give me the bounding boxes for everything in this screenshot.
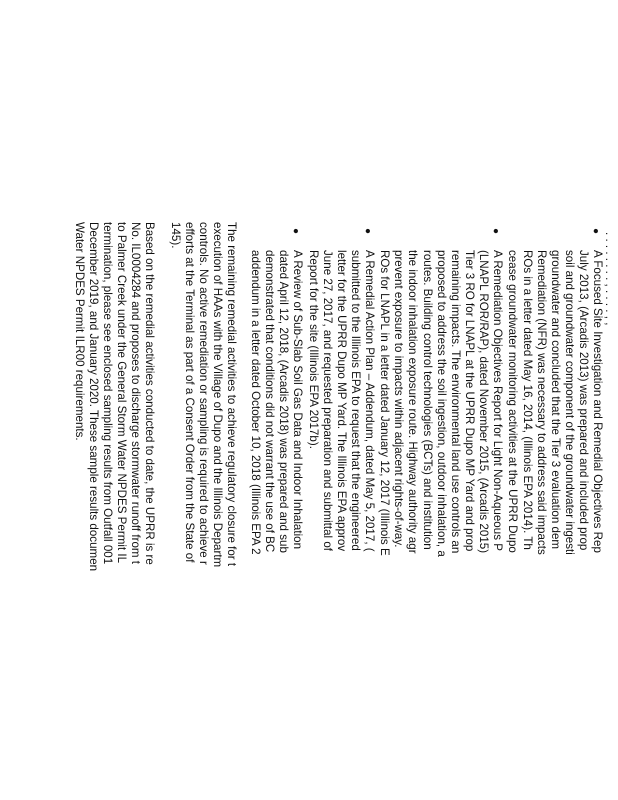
- text-line: Based on the remedial activities conducted to date, the UPRR is re: [143, 222, 156, 565]
- top-fragment-line: [602, 232, 616, 325]
- text-line: dated April 12, 2018, (Arcadis 2018) was prepared and sub: [276, 250, 290, 553]
- text-line: June 27, 2017, and requested preparation and submittal of: [320, 250, 334, 552]
- text-line: . . . . . . . . , . . . . , ,: [603, 232, 616, 326]
- bullet-dot-icon: ●: [490, 228, 501, 235]
- text-line: The remaining remedial activities to achieve regulatory closure for t: [225, 222, 238, 567]
- text-line: prevent exposure to impacts within adjacent rights-of-way.: [392, 250, 406, 548]
- text-line: July 2013, (Arcadis 2013) was prepared and included prop: [576, 250, 590, 551]
- text-line: Report for the site (Illinois EPA 2017b).: [306, 250, 320, 449]
- text-line: efforts at the Terminal as part of a Consent Order from the State of: [182, 222, 196, 563]
- text-line: cease groundwater monitoring activities at the UPRR Dupo: [506, 250, 520, 553]
- bullet-item-sub-slab-soil-gas-review: [248, 250, 304, 555]
- paragraph-npdes-permit-termination: [71, 222, 156, 571]
- text-line: letter for the UPRR Dupo MP Yard. The Illinois EPA approv: [334, 250, 348, 552]
- text-line: execution of HAAs with the Village of Dupo and the Illinois Departm: [210, 222, 224, 568]
- bullet-item-remedial-action-plan-addendum: [306, 250, 376, 552]
- text-line: A Review of Sub-Slab Soil Gas Data and Indoor Inhalation: [291, 250, 304, 550]
- text-line: addendum in a letter dated October 10, 2018 (Illinois EPA 2: [248, 250, 262, 555]
- text-line: the indoor inhalation exposure route. Highway authority agr: [406, 250, 420, 554]
- text-line: Remediation (NFR) was necessary to address said impacts: [534, 250, 548, 555]
- text-line: soil and groundwater component of the groundwater ingesti: [562, 250, 576, 555]
- text-line: 145).: [168, 222, 182, 249]
- bullet-item-focused-site-investigation: [505, 250, 604, 555]
- text-line: ROs for LNAPL in a letter dated January 12, 2017 (Illinois E: [378, 250, 392, 556]
- text-line: Water NPDES Permit ILR00 requirements.: [72, 222, 86, 441]
- text-line: No. IL0004284 and proposes to discharge stormwater runoff from t: [128, 222, 142, 564]
- text-line: termination, please see enclosed sampling results from Outfall 001: [100, 222, 114, 565]
- bullet-dot-icon: ●: [590, 228, 601, 235]
- text-line: routes. Building control technologies (BCTs) and institution: [420, 250, 434, 550]
- text-line: A Focused Site Investigation and Remedial Objectives Rep: [591, 250, 604, 553]
- text-line: proposed to address the soil ingestion, outdoor inhalation, a: [434, 250, 448, 557]
- text-line: remaining impacts. The environmental land use controls an: [448, 250, 462, 554]
- text-line: groundwater and concluded that the Tier 3 evaluation dem: [548, 250, 562, 550]
- text-line: December 2019, and January 2020. These sample results documen: [86, 222, 100, 572]
- bullet-dot-icon: ●: [362, 228, 373, 235]
- text-line: (LNAPL ROR/RAP), dated November 2015, (Arcadis 2015): [476, 250, 490, 554]
- text-line: A Remedial Action Plan – Addendum, dated May 5, 2017, (: [363, 250, 376, 552]
- text-line: demonstrated that conditions did not warrant the use of BC: [262, 250, 276, 553]
- text-line: submitted to the Illinois EPA to request that the engineered: [348, 250, 362, 551]
- bullet-item-lnapl-remediation-objectives: [377, 250, 504, 557]
- paragraph-remaining-remedial-activities: [168, 222, 238, 567]
- text-line: A Remediation Objectives Report for Light Non-Aqueous P: [491, 250, 504, 551]
- text-line: Tier 3 RO for LNAPL at the UPRR Dupo MP Yard and prop: [462, 250, 476, 552]
- text-line: to Palmer Creek under the General Storm Water NPDES Permit IL: [114, 222, 128, 564]
- text-line: controls. No active remediation or sampling is required to achieve r: [196, 222, 210, 565]
- text-line: ROs in a letter dated May 16, 2014, (Illinois EPA 2014). Th: [520, 250, 534, 550]
- bullet-dot-icon: ●: [290, 228, 301, 235]
